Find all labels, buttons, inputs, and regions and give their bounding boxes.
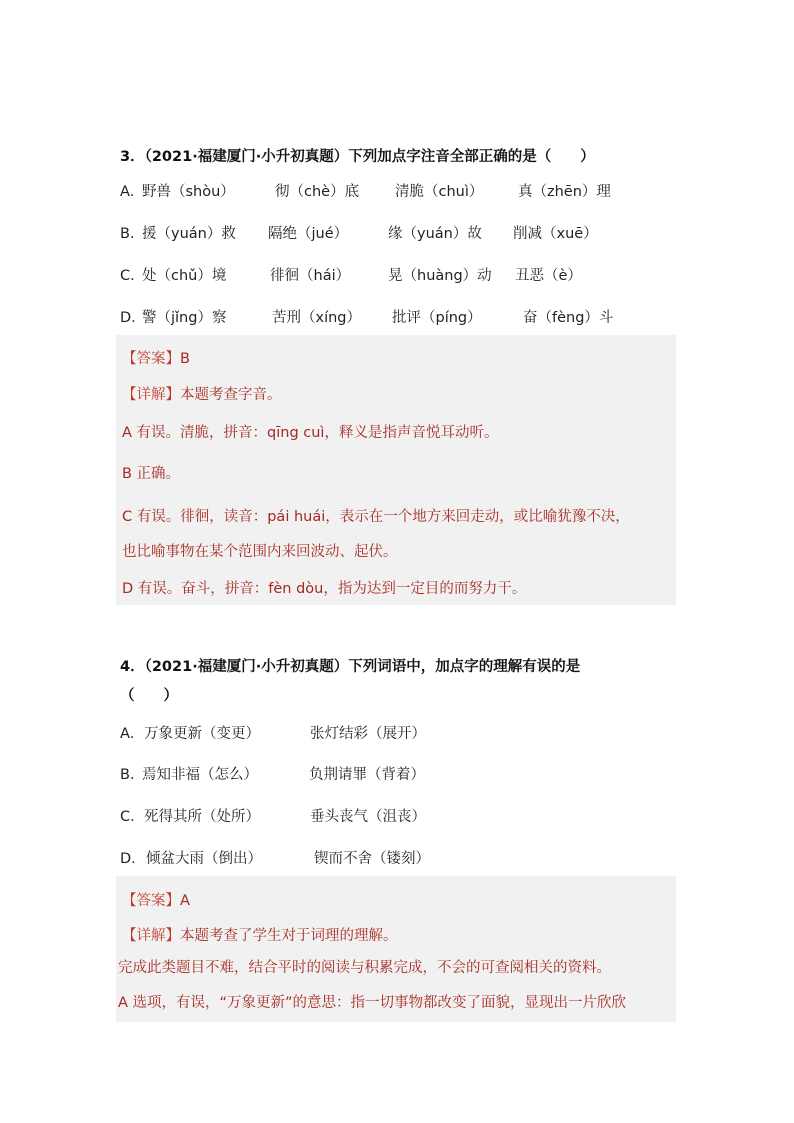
answer-value: B [180, 351, 190, 367]
option-label: D． [120, 851, 146, 867]
option-label: A． [120, 184, 145, 200]
detail-text: 本题考查字音。 [180, 387, 282, 403]
option-item: 警（jǐng）察 [142, 310, 227, 326]
option-item: 真（zhēn）理 [518, 184, 611, 200]
answer-tag: 【答案】 [122, 893, 180, 909]
option-item: 苦刑（xíng） [272, 310, 362, 326]
option-item: 处（chǔ）境 [142, 268, 227, 284]
question-4-title: 4．（2021·福建厦门·小升初真题）下列词语中，加点字的理解有误的是 [120, 659, 581, 675]
detail-line [122, 924, 398, 945]
option-item: 丑恶（è） [515, 268, 582, 284]
option-item: 野兽（shòu） [142, 184, 235, 200]
detail-line [122, 383, 282, 404]
option-item: 负荆请罪（背着） [309, 767, 425, 783]
option-item: 批评（píng） [392, 310, 482, 326]
option-label: C． [120, 809, 145, 825]
option-item: 援（yuán）救 [142, 226, 236, 242]
explanation-line: D 有误。奋斗，拼音：fèn dòu，指为达到一定目的而努力干。 [122, 581, 527, 597]
option-label: B． [120, 226, 145, 242]
option-item: 清脆（chuì） [395, 184, 484, 200]
answer-value: A [180, 893, 190, 909]
q3-answer-box [116, 335, 676, 605]
question-3-title: 3．（2021·福建厦门·小升初真题）下列加点字注音全部正确的是（ ） [120, 149, 595, 165]
option-label: C． [120, 268, 145, 284]
option-item: 焉知非福（怎么） [142, 767, 258, 783]
option-label: B． [120, 767, 145, 783]
option-item: 张灯结彩（展开） [310, 726, 426, 742]
explanation-line: A 选项，有误，“万象更新”的意思：指一切事物都改变了面貌，显现出一片欣欣 [118, 995, 627, 1011]
option-item: 垂头丧气（沮丧） [310, 809, 426, 825]
explanation-line: C 有误。徘徊，读音：pái huái，表示在一个地方来回走动，或比喻犹豫不决， [122, 509, 630, 525]
option-item: 彻（chè）底 [275, 184, 360, 200]
option-item: 奋（fèng）斗 [523, 310, 614, 326]
option-item: 倾盆大雨（倒出） [146, 851, 262, 867]
explanation-line: A 有误。清脆，拼音：qīng cuì，释义是指声音悦耳动听。 [122, 425, 499, 441]
question-4-title-cont: （ ） [120, 688, 178, 704]
detail-tag: 【详解】 [122, 928, 180, 944]
option-item: 徘徊（hái） [270, 268, 351, 284]
option-item: 死得其所（处所） [144, 809, 260, 825]
answer-line [122, 347, 190, 368]
answer-tag: 【答案】 [122, 351, 180, 367]
option-item: 缘（yuán）故 [388, 226, 482, 242]
explanation-line: 完成此类题目不难，结合平时的阅读与积累完成，不会的可查阅相关的资料。 [118, 960, 611, 976]
explanation-line: B 正确。 [122, 466, 181, 482]
option-label: D． [120, 310, 146, 326]
detail-text: 本题考查了学生对于词理的理解。 [180, 928, 398, 944]
answer-line [122, 889, 190, 910]
option-item: 万象更新（变更） [144, 726, 260, 742]
q4-answer-box [116, 876, 676, 1022]
explanation-line: 也比喻事物在某个范围内来回波动、起伏。 [122, 544, 398, 560]
option-item: 锲而不舍（镂刻） [314, 851, 430, 867]
detail-tag: 【详解】 [122, 387, 180, 403]
option-item: 削减（xuē） [513, 226, 598, 242]
option-label: A． [120, 726, 145, 742]
option-item: 晃（huàng）动 [388, 268, 492, 284]
option-item: 隔绝（jué） [268, 226, 349, 242]
